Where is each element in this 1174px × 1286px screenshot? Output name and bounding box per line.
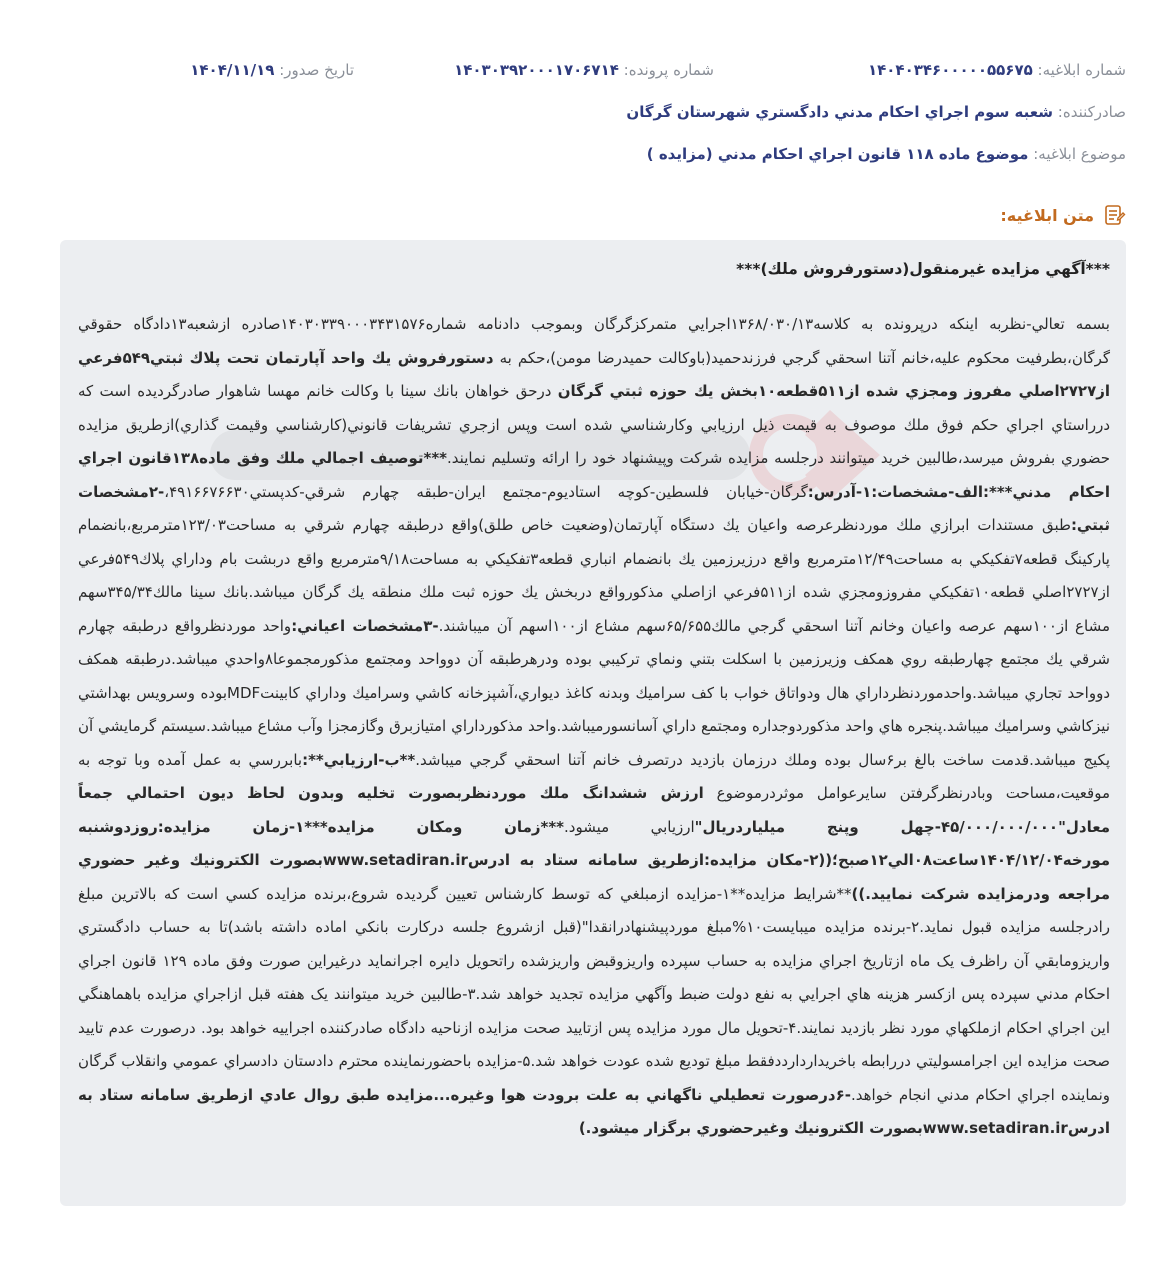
- text-segment: بسمه تعالي-نظربه اينكه درپرونده به كلاسه۱۳۶۸/۰۳۰/۱۳اجرايي متمركزگرگان وبموجب دادنامه شماره۱۴۰۳۰۳۳۹۰۰۰۳۴۳۱۵۷۶صادره ازشعبه۱۳دادگاه حقوقي گرگان،بطرفيت محكوم عليه،خانم آتنا اسحقي گرجي فرزندحميد(باوكالت حميدرضا مومن)،حكم به: [78, 315, 1110, 367]
- text-segment: درحق خواهان بانك سينا با وكالت خانم مهسا شاهوار صادرگرديده است كه درراستاي اجراي حكم فوق ملك موصوف به قيمت ذيل ارزيابي وكارشناسي شده است وپس ازجري تشريفات قانوني(كارشناسي وقيمت گذاري)ازطريق مزايده حضوري بفروش ميرسد،طالبين خريد ميتوانند درجلسه مزايده شركت وپيشنهاد خود را ارائه وتسليم نمايند.: [78, 382, 1110, 467]
- subject-label: موضوع ابلاغيه:: [1033, 145, 1126, 163]
- bold-segment: -۲مشخصات ثبتي:: [78, 482, 1110, 534]
- issuer-value: شعبه سوم اجراي احكام مدني دادگستري شهرستان گرگان: [626, 103, 1053, 121]
- bold-segment: -۶درصورت تعطيلي ناگهاني به علت برودت هوا وغيره...مزايده طبق روال عادي ازطريق سامانه ستاد به ادرسwww.setadiran.irبصورت الكترونيك وغيرحضوري برگزار ميشود.): [78, 1085, 1110, 1137]
- notice-meta-row: [48, 56, 1126, 84]
- case-number-value: ۱۴۰۳۰۳۹۲۰۰۰۱۷۰۶۷۱۴: [454, 61, 619, 79]
- text-segment: طبق مستندات ابرازي ملك موردنظرعرصه واعيان يك دستگاه آپارتمان(وضعيت خاص طلق)واقع درطبقه چهارم شرقي به مساحت۱۲۳/۰۳مترمربع،بانضمام پاركينگ قطعه۷تفكيكي به مساحت۱۲/۴۹مترمربع واقع درزيرزمين يك بانضمام انباري قطعه۳تفكيكي به مساحت۹/۱۸مترمربع واقع دربشت بام وداراي پلاك۵۴۹فرعي از۲۷۲۷اصلي قطعه۱۰تفكيكي مفروزومجزي شده از۵۱۱فرعي ازاصلي مذكورواقع دربخش يك حوزه ثبت ملك منطقه يك گرگان ميباشد.بانك سينا مالك۳۴۵/۳۴سهم مشاع از۱۰۰سهم عرصه واعيان وخانم آتنا اسحقي گرجي مالك۶۵/۶۵۵سهم مشاع از۱۰۰اسهم آن ميباشند.: [78, 516, 1110, 635]
- issuer-row: [48, 98, 1126, 126]
- subject-value: موضوع ماده ۱۱۸ قانون اجراي احكام مدني (مزايده ): [646, 145, 1029, 163]
- case-number-label: شماره پرونده:: [623, 61, 714, 79]
- notice-number-label: شماره ابلاغيه:: [1037, 61, 1126, 79]
- text-segment: بابررسي به عمل آمده وبا توجه به موقعيت،مساحت وبادرنظرگرفتن سايرعوامل موثردرموضوع: [78, 750, 1110, 802]
- bold-segment: ***توصيف اجمالي ملك وفق ماده۱۳۸قانون اجراي احكام مدني***:الف-مشخصات:۱-آدرس:: [78, 449, 1110, 501]
- bold-segment: ***زمان ومكان مزايده***۱-زمان مزايده:روزدوشنبه مورخه۱۴۰۴/۱۲/۰۴ساعت۰۸الي۱۲صبح؛((۲-مكان مزايده:ازطريق سامانه ستاد به ادرسwww.setadiran.irبصورت الكترونيك وغير حضوري مراجعه ودرمزايده شركت نماييد.)): [78, 817, 1111, 903]
- notice-number-field: [868, 56, 1126, 84]
- notice-number-value: ۱۴۰۴۰۳۴۶۰۰۰۰۰۵۵۶۷۵: [867, 61, 1033, 79]
- issuer-label: صادرکننده:: [1057, 103, 1126, 121]
- notice-text-heading: [1000, 200, 1126, 230]
- text-segment: واحد موردنظرواقع درطبقه چهارم شرقي يك مجتمع چهارطبقه روي همكف وزيرزمين با اسكلت بتني ونماي تركيبي بوده ودرهرطبقه آن دوواحد ومجتمع مذكورمجموعا۸واحدي ميباشد.درطبقه همكف دوواحد تجاري ميباشد.واحدموردنظرداراي هال ودواتاق خواب با كف سراميك وبدنه كاغذ ديواري،آشپزخانه كاشي وسراميك وداراي كابينتMDFبوده وسرويس بهداشتي نيزكاشي وسراميك ميباشد.پنجره هاي واحد مذكوردوجداره ومجتمع داراي آسانسورميباشد.واحد مذكورداراي امتيازبرق وگازمجزا وآب مشاع ميباشد.سيستم گرمايشي آن پكيج ميباشد.قدمت ساخت بالغ بر۶سال بوده وملك درزمان بازديد درتصرف خانم آتنا اسحقي گرجي ميباشد.: [78, 616, 1111, 769]
- bold-segment: -۳مشخصات اعياني:: [291, 616, 439, 635]
- text-segment: ارزيابي ميشود.: [564, 817, 695, 836]
- bold-segment: ارزش ششدانگ ملك موردنظربصورت تخليه وبدون لحاظ ديون احتمالي جمعاً معادل"۴۵/۰۰۰/۰۰۰/۰۰۰-چهل وپنج ميلياردريال": [78, 784, 1111, 836]
- text-segment: گرگان-خيابان فلسطين-كوچه استاديوم-مجتمع ايران-طبقه چهارم شرقي-كدپستي۴۹۱۶۶۷۶۶۳۰،: [164, 482, 808, 501]
- issue-date-field: [190, 56, 354, 84]
- notice-body: [60, 240, 1126, 1206]
- document-icon: [1102, 203, 1126, 227]
- issue-date-label: تاريخ صدور:: [279, 61, 354, 79]
- subject-row: [48, 140, 1126, 168]
- bold-segment: دستورفروش يك واحد آپارتمان تحت پلاك ثبتي۵۴۹فرعي از۲۷۲۷اصلي مفروز ومجزي شده از۵۱۱قطعه۱۰بخش يك حوزه ثبتي گرگان: [78, 348, 1111, 400]
- bold-segment: **ب-ارزيابي**:: [302, 750, 416, 769]
- case-number-field: [454, 56, 714, 84]
- section-title: متن ابلاغيه:: [1000, 205, 1094, 225]
- notice-title: ***آگهي مزايده غيرمنقول(دستورفروش ملك)***: [736, 260, 1110, 278]
- issue-date-value: ۱۴۰۴/۱۱/۱۹: [190, 61, 275, 79]
- text-segment: **شرايط مزايده**۱-مزايده ازمبلغي كه توسط كارشناس تعيين گرديده شروع،برنده مزايده كسي است كه بالاترين مبلغ رادرجلسه مزايده قبول نمايد.۲-برنده مزايده ميبايست۱۰%مبلغ موردپيشنهادرانقدا"(قبل ازشروع جلسه دركارت بانكي اماده داشته باشد)تا به حساب دادگستري واريزومابقي آن راظرف يک ماه ازتاريخ اجراي مزايده به حساب سپرده واريزوقبض واريزشده راتحويل دايره اجرانمايد درغيراين صورت وفق ماده ۱۲۹ قانون اجراي احكام مدني سپرده پس ازكسر هزينه هاي اجرايي به نفع دولت ضبط وآگهي مزايده تجديد خواهد شد.۳-طالبين خريد ميتوانند يک هفته قبل ازاجراي مزايده باهماهنگي اين اجراي احکام ازملکهاي مورد نظر بازديد نمايند.۴-تحويل مال مورد مزايده پس ازتاييد صحت مزايده ازناحيه دادگاه صادرکننده اجراييه خواهد بود. درصورت عدم تاييد صحت مزايده اين اجرامسوليتي دررابطه باخريداردارددفقط مبلغ توديع شده عودت خواهد شد.۵-مزايده باحضورنماينده محترم دادستان دادسراي عمومي وانقلاب گرگان ونماينده اجراي احكام مدني انجام خواهد.: [78, 884, 1111, 1104]
- notice-text: [78, 308, 1110, 1146]
